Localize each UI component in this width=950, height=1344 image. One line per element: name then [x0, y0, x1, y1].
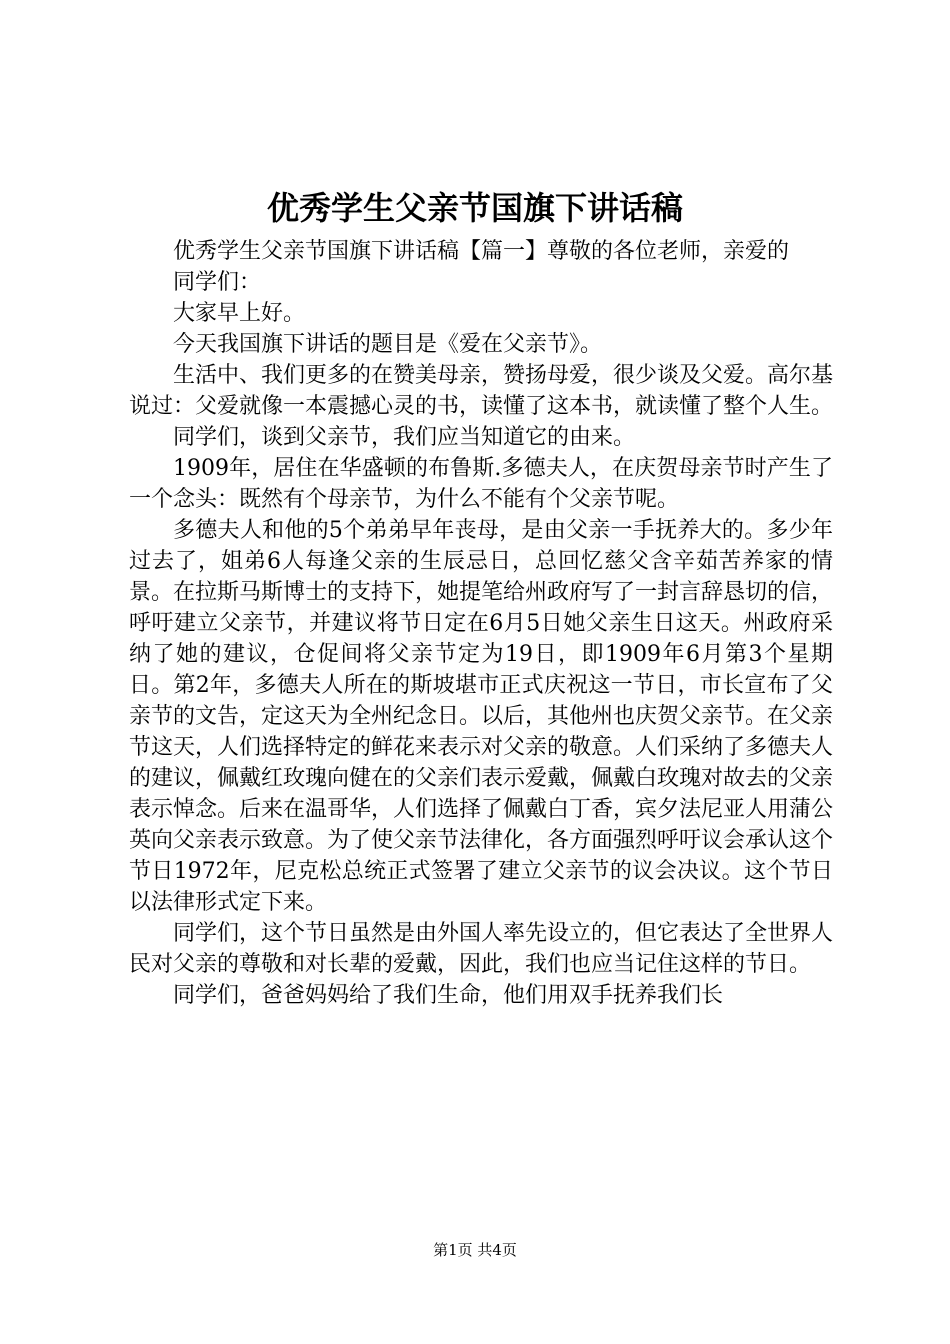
paragraph-intro: 优秀学生父亲节国旗下讲话稿【篇一】尊敬的各位老师，亲爱的: [173, 239, 790, 264]
paragraph-1909: 1909年，居住在华盛顿的布鲁斯.多德夫人，在庆贺母亲节时产生了一个念头：既然有个母亲节，为什么不能有个父亲节呢。: [129, 456, 833, 512]
document-body: [129, 236, 833, 1011]
document-title: 优秀学生父亲节国旗下讲话稿: [266, 189, 683, 227]
paragraph-greeting: 大家早上好。: [173, 301, 306, 326]
page-number-footer: 第1页 共4页: [433, 1241, 517, 1259]
paragraph-history: 多德夫人和他的5个弟弟早年丧母，是由父亲一手抚养大的。多少年过去了，姐弟6人每逢父亲的生辰忌日，总回忆慈父含辛茹苦养家的情景。在拉斯马斯博士的支持下，她提笔给州政府写了一封言辞恳切的信，呼吁建立父亲节，并建议将节日定在6月5日她父亲生日这天。州政府采纳了她的建议，仓促间将父亲节定为19日，即1909年6月第3个星期日。第2年，多德夫人所在的斯坡堪市正式庆祝这一节日，市长宣布了父亲节的文告，定这天为全州纪念日。以后，其他州也庆贺父亲节。在父亲节这天，人们选择特定的鲜花来表示对父亲的敬意。人们采纳了多德夫人的建议，佩戴红玫瑰向健在的父亲们表示爱戴，佩戴白玫瑰对故去的父亲表示悼念。后来在温哥华，人们选择了佩戴白丁香，宾夕法尼亚人用蒲公英向父亲表示致意。为了使父亲节法律化，各方面强烈呼吁议会承认这个节日1972年，尼克松总统正式签署了建立父亲节的议会决议。这个节日以法律形式定下来。: [129, 518, 834, 915]
paragraph-origin-intro: 同学们，谈到父亲节，我们应当知道它的由来。: [173, 425, 636, 450]
paragraph-salutation: 同学们：: [173, 270, 262, 295]
paragraph-parents: 同学们，爸爸妈妈给了我们生命，他们用双手抚养我们长: [173, 983, 724, 1008]
paragraph-topic: 今天我国旗下讲话的题目是《爱在父亲节》。: [173, 332, 603, 357]
paragraph-life: 生活中、我们更多的在赞美母亲，赞扬母爱，很少谈及父爱。高尔基说过：父爱就像一本震撼心灵的书，读懂了这本书，就读懂了整个人生。: [129, 363, 834, 419]
paragraph-meaning: 同学们，这个节日虽然是由外国人率先设立的，但它表达了全世界人民对父亲的尊敬和对长辈的爱戴，因此，我们也应当记住这样的节日。: [129, 921, 834, 977]
